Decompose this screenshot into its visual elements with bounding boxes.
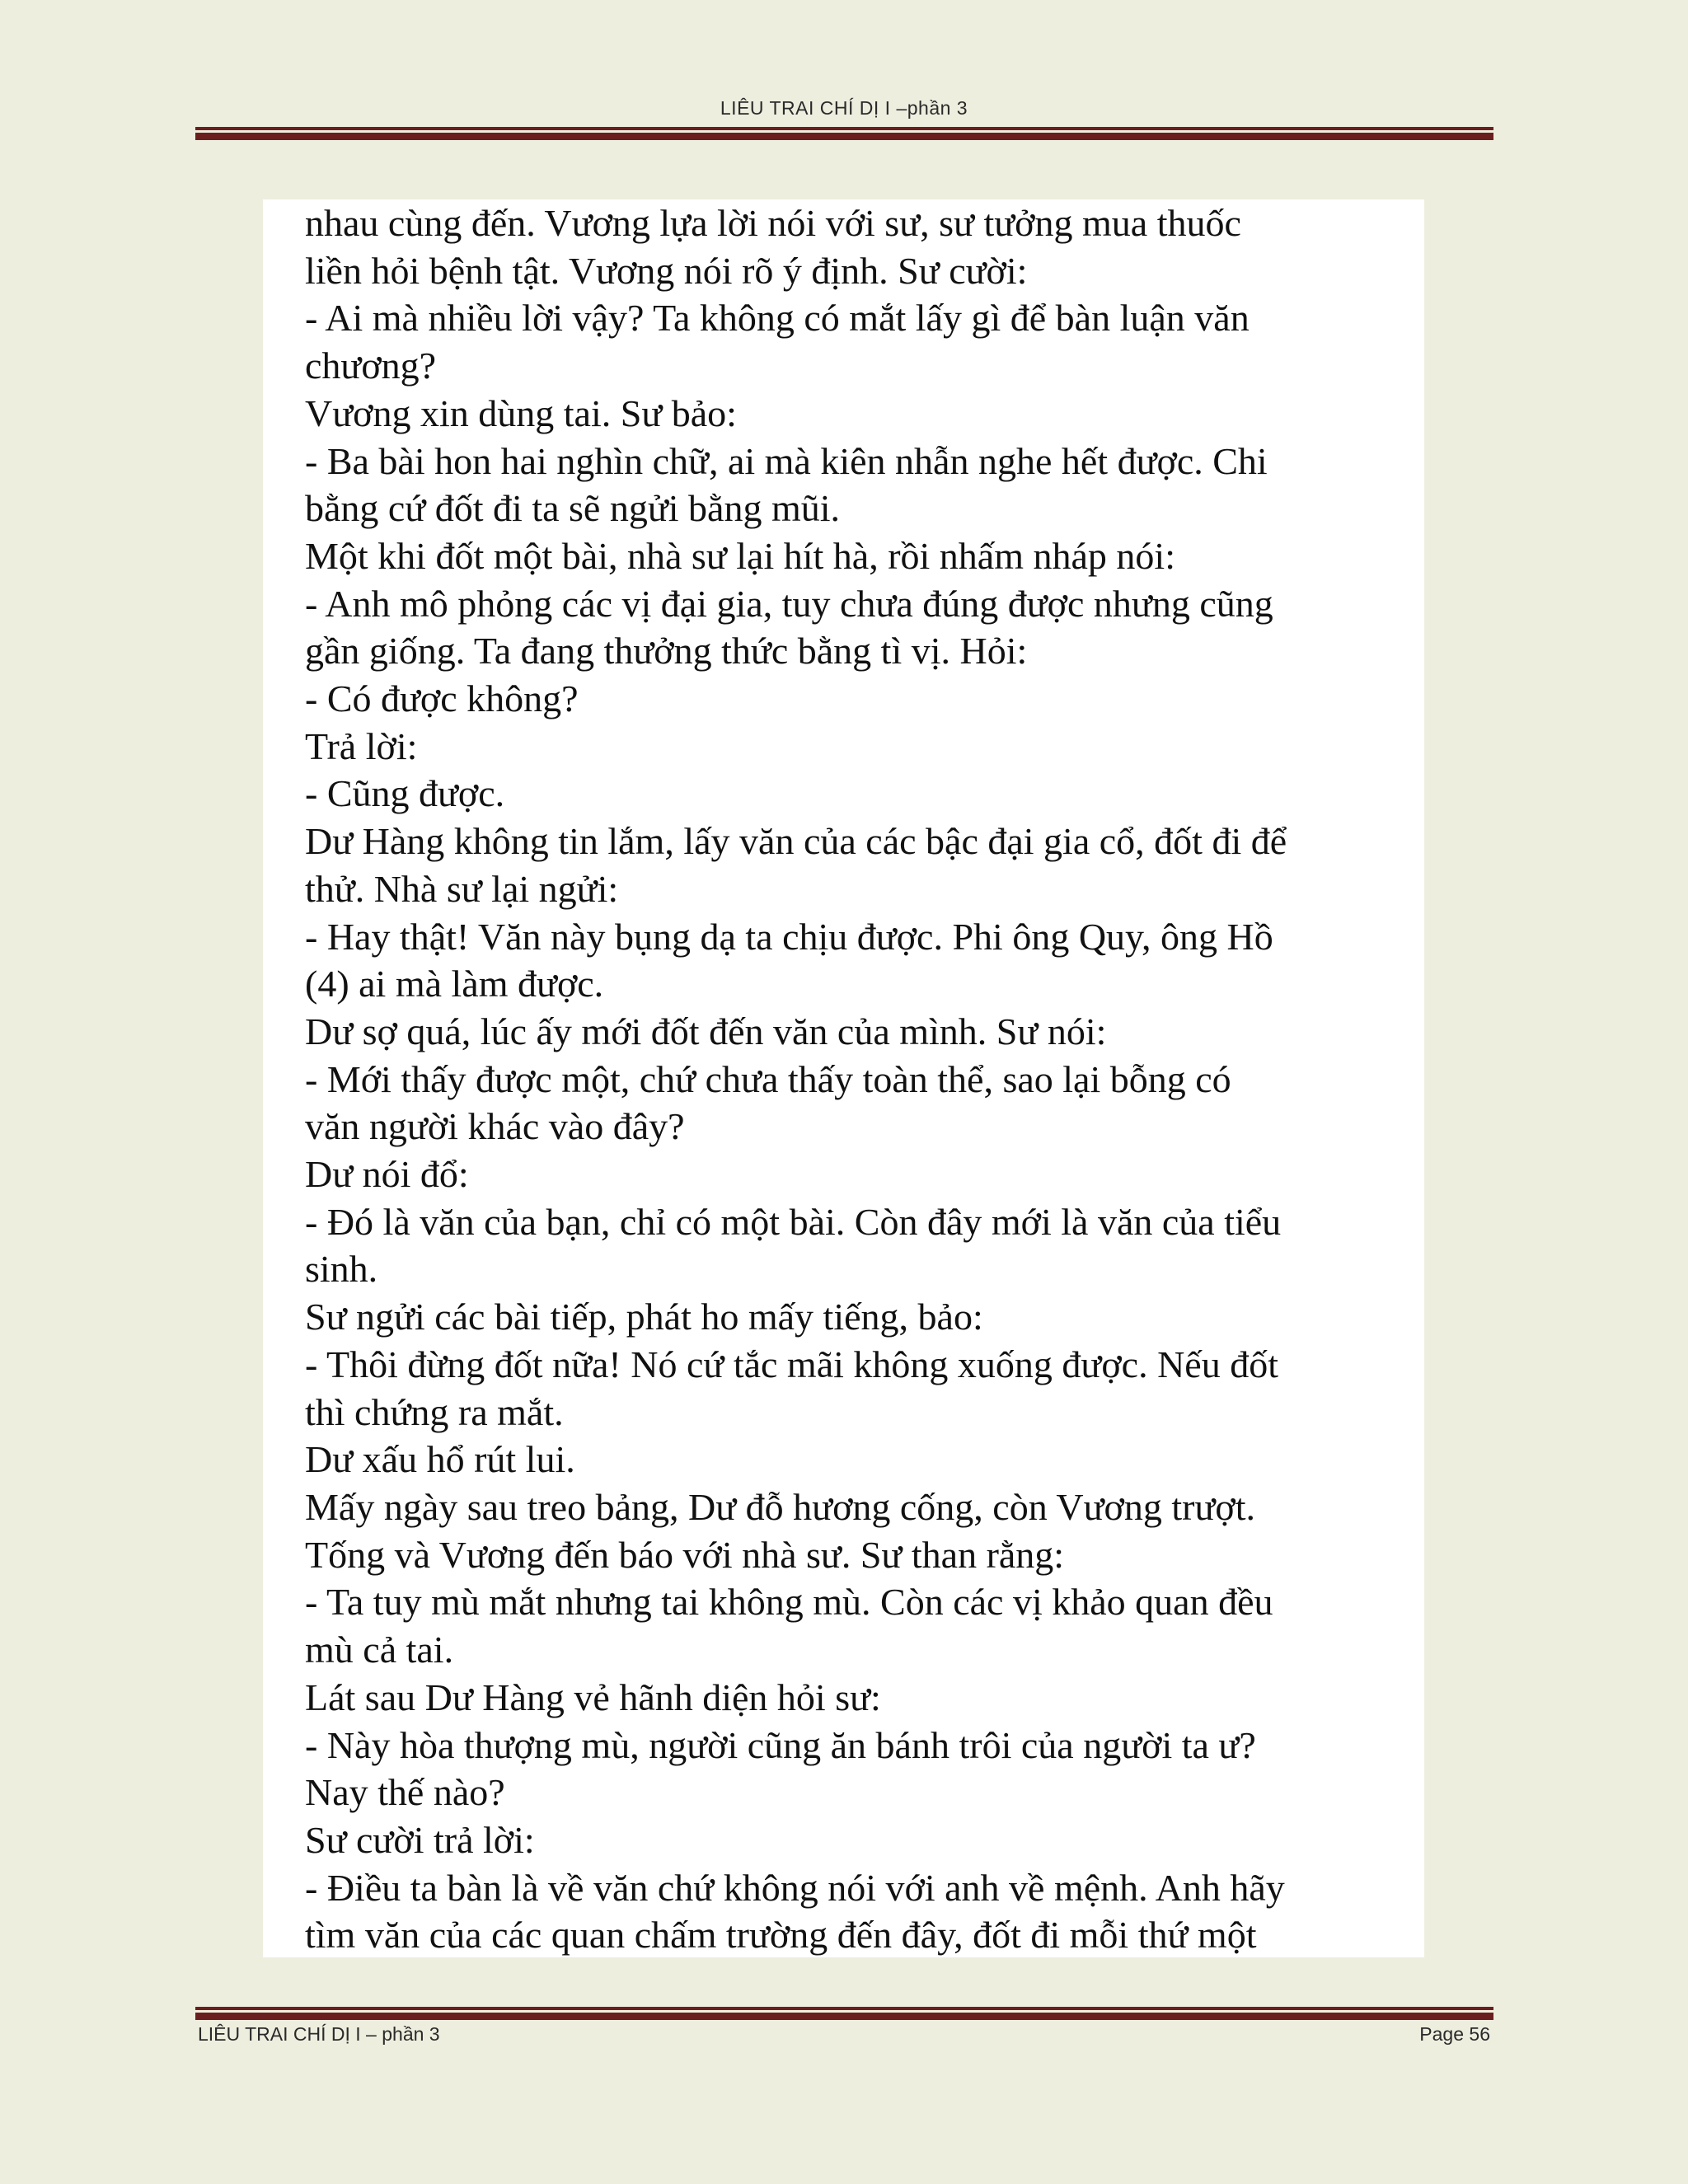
page-number: Page 56 xyxy=(1419,2023,1490,2045)
text-line: Vương xin dùng tai. Sư bảo: xyxy=(305,391,737,434)
text-line: chương? xyxy=(305,344,437,387)
text-line: Dư xấu hổ rút lui. xyxy=(305,1438,575,1481)
text-line: nhau cùng đến. Vương lựa lời nói với sư, sư tưởng mua thuốc xyxy=(305,202,1241,244)
text-line: (4) ai mà làm được. xyxy=(305,963,604,1005)
text-line: tìm văn của các quan chấm trường đến đây, đốt đi mỗi thứ một xyxy=(305,1914,1257,1957)
text-line: Lát sau Dư Hàng vẻ hãnh diện hỏi sư: xyxy=(305,1675,881,1718)
text-line: - Ta tuy mù mắt nhưng tai không mù. Còn các vị khảo quan đều xyxy=(305,1581,1273,1624)
text-line: - Này hòa thượng mù, người cũng ăn bánh trôi của người ta ư? xyxy=(305,1723,1256,1766)
footer-title: LIÊU TRAI CHÍ DỊ I – phần 3 xyxy=(198,2023,440,2045)
text-line: - Mới thấy được một, chứ chưa thấy toàn thể, sao lại bỗng có xyxy=(305,1057,1231,1100)
text-line: - Ba bài hon hai nghìn chữ, ai mà kiên nhẫn nghe hết được. Chi xyxy=(305,439,1268,482)
footer-divider xyxy=(195,2007,1493,2020)
page-header-title: LIÊU TRAI CHÍ DỊ I –phần 3 xyxy=(720,97,968,119)
text-line: thử. Nhà sư lại ngửi: xyxy=(305,867,619,910)
text-line: - Ai mà nhiều lời vậy? Ta không có mắt lấy gì để bàn luận văn xyxy=(305,297,1250,340)
text-line: - Cũng được. xyxy=(305,772,505,815)
text-line: thì chứng ra mắt. xyxy=(305,1390,564,1433)
text-line: - Có được không? xyxy=(305,677,579,720)
text-line: gần giống. Ta đang thưởng thức bằng tì vị. Hỏi: xyxy=(305,630,1028,673)
header-divider xyxy=(195,127,1493,140)
text-line: - Anh mô phỏng các vị đại gia, tuy chưa đúng được nhưng cũng xyxy=(305,582,1273,625)
text-line: - Đó là văn của bạn, chỉ có một bài. Còn đây mới là văn của tiểu xyxy=(305,1200,1282,1243)
text-line: Nay thế nào? xyxy=(305,1771,505,1814)
text-line: - Thôi đừng đốt nữa! Nó cứ tắc mãi không xuống được. Nếu đốt xyxy=(305,1343,1278,1385)
text-line: mù cả tai. xyxy=(305,1629,454,1671)
text-line: Một khi đốt một bài, nhà sư lại hít hà, rồi nhấm nháp nói: xyxy=(305,534,1175,577)
text-line: Mấy ngày sau treo bảng, Dư đỗ hương cống, còn Vương trượt. xyxy=(305,1485,1256,1528)
body-text xyxy=(305,199,1409,1959)
text-line: sinh. xyxy=(305,1248,378,1291)
text-line: Sư ngửi các bài tiếp, phát ho mấy tiếng, bảo: xyxy=(305,1296,983,1338)
text-line: bằng cứ đốt đi ta sẽ ngửi bằng mũi. xyxy=(305,487,841,530)
text-line: Trả lời: xyxy=(305,724,418,767)
text-line: Tống và Vương đến báo với nhà sư. Sư than rằng: xyxy=(305,1533,1065,1576)
text-line: - Hay thật! Văn này bụng dạ ta chịu được. Phi ông Quy, ông Hồ xyxy=(305,915,1273,958)
text-line: Dư Hàng không tin lắm, lấy văn của các bậc đại gia cổ, đốt đi để xyxy=(305,820,1287,863)
text-line: liền hỏi bệnh tật. Vương nói rõ ý định. Sư cười: xyxy=(305,249,1028,292)
text-line: Dư nói đổ: xyxy=(305,1153,469,1196)
text-line: Dư sợ quá, lúc ấy mới đốt đến văn của mình. Sư nói: xyxy=(305,1010,1107,1052)
text-line: văn người khác vào đây? xyxy=(305,1105,685,1148)
text-line: - Điều ta bàn là về văn chứ không nói với anh về mệnh. Anh hãy xyxy=(305,1866,1285,1909)
page-content xyxy=(263,199,1424,1957)
text-line: Sư cười trả lời: xyxy=(305,1818,535,1861)
